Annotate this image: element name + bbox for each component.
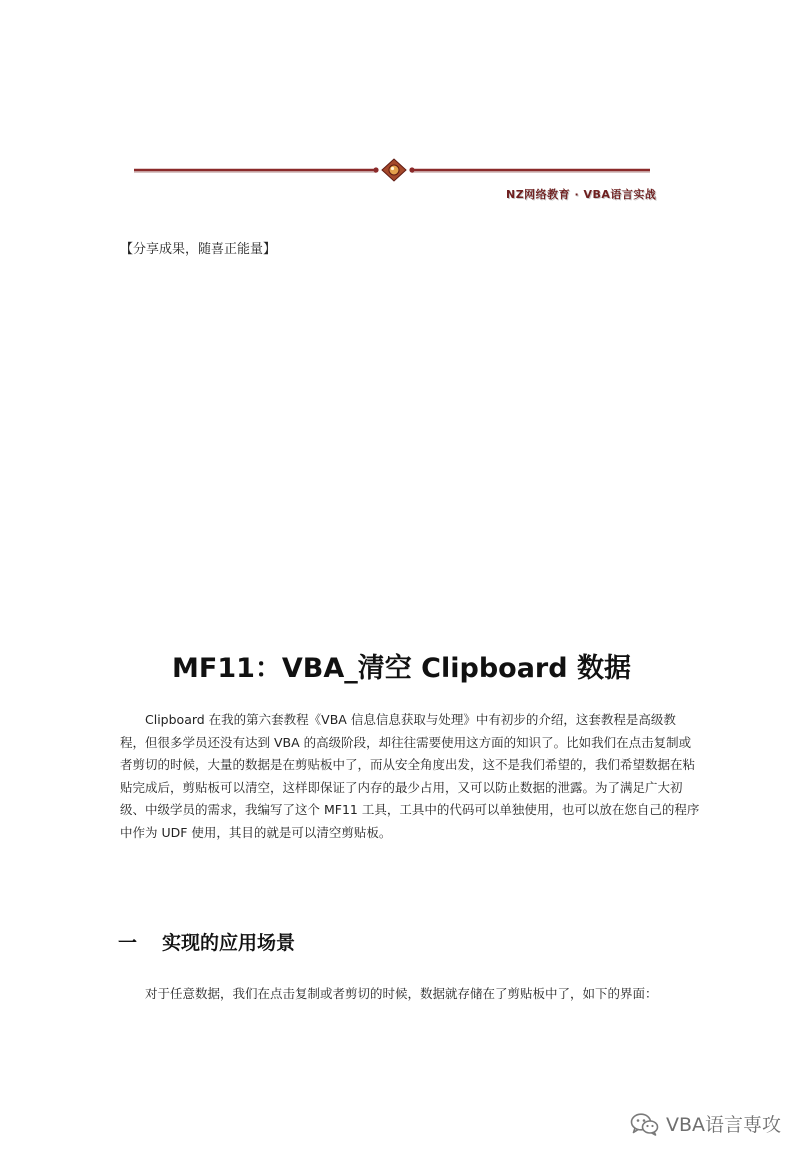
document-title: MF11：VBA_清空 Clipboard 数据 bbox=[172, 653, 631, 684]
share-tag: 【分享成果，随喜正能量】 bbox=[120, 242, 277, 257]
watermark bbox=[630, 1110, 781, 1137]
brand-label: NZ网络教育 · VBA语言实战 bbox=[506, 188, 657, 201]
section-heading bbox=[118, 928, 295, 955]
watermark-text: VBA语言専攻 bbox=[665, 1114, 781, 1136]
ornament-gem-icon bbox=[382, 159, 406, 181]
section-title: 实现的应用场景 bbox=[162, 932, 296, 954]
section-paragraph: 对于任意数据，我们在点击复制或者剪切的时候，数据就存储在了剪贴板中了，如下的界面： bbox=[145, 986, 658, 1001]
intro-paragraph: Clipboard 在我的第六套教程《VBA 信息信息获取与处理》中有初步的介绍，这套教程是高级教程，但很多学员还没有达到 VBA 的高级阶段，却往往需要使用这方面的知识了。比如我们在点击复制或者剪切的时候，大量的数据是在剪贴板中了，而从安全角度出发，这不是我们希望的，我们希望数据在粘贴完成后，剪贴板可以清空，这样即保证了内存的最少占用，又可以防止数据的泄露。为了满足广大初级、中级学员的需求，我编写了这个 MF11 工具，工具中的代码可以单独使用，也可以放在您自己的程序中作为 UDF 使用，其目的就是可以清空剪贴板。 bbox=[120, 712, 700, 840]
wechat-icon bbox=[630, 1112, 660, 1136]
section-number: 一 bbox=[118, 932, 138, 954]
